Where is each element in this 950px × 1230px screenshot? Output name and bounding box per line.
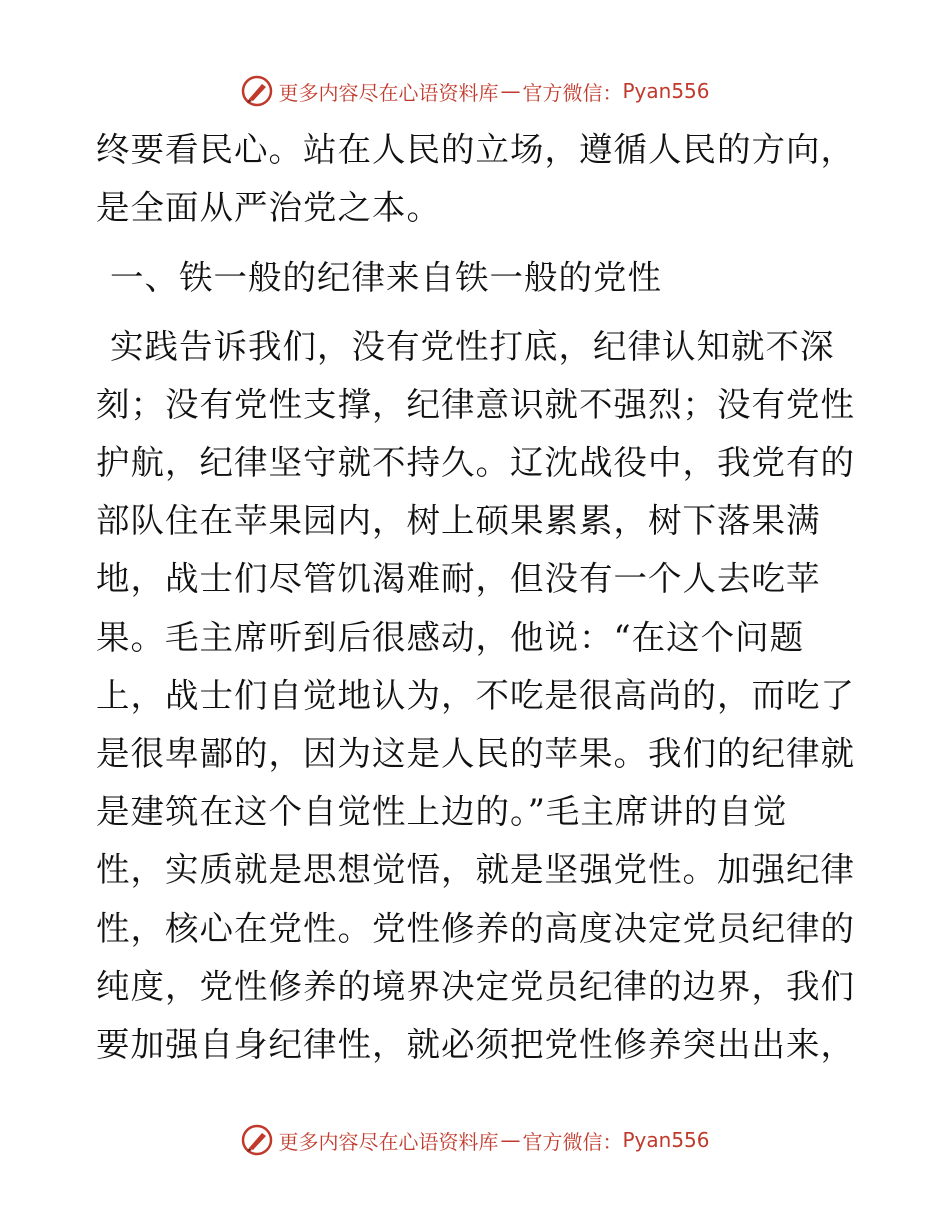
section-heading: 一、铁一般的纪律来自铁一般的党性 bbox=[110, 258, 662, 298]
text-line: 性，核心在党性。党性修养的高度决定党员纪律的 bbox=[96, 908, 855, 948]
text-line: 是全面从严治党之本。 bbox=[96, 188, 441, 228]
watermark-separator: — bbox=[500, 1128, 521, 1152]
text-line: 果。毛主席听到后很感动，他说：“在这个问题 bbox=[96, 617, 805, 657]
watermark-text: 更多内容尽在心语资料库 bbox=[278, 1129, 499, 1154]
pen-logo-icon bbox=[240, 1123, 274, 1157]
watermark-official: 官方微信： bbox=[522, 80, 623, 105]
text-line: 是建筑在这个自觉性上边的。”毛主席讲的自觉 bbox=[96, 792, 788, 832]
document-body bbox=[96, 121, 856, 1074]
text-line: 部队住在苹果园内，树上硕果累累，树下落果满 bbox=[96, 501, 821, 541]
footer-watermark bbox=[0, 1120, 950, 1160]
watermark-official: 官方微信： bbox=[522, 1129, 623, 1154]
pen-logo-icon bbox=[240, 74, 274, 108]
text-line: 护航，纪律坚守就不持久。辽沈战役中，我党有的 bbox=[96, 443, 855, 483]
watermark-account: Pyan556 bbox=[622, 79, 710, 103]
text-line: 性，实质就是思想觉悟，就是坚强党性。加强纪律 bbox=[96, 850, 855, 890]
text-line: 终要看民心。站在人民的立场，遵循人民的方向， bbox=[96, 130, 855, 169]
text-line: 上，战士们自觉地认为，不吃是很高尚的，而吃了 bbox=[96, 675, 855, 715]
text-line: 是很卑鄙的，因为这是人民的苹果。我们的纪律就 bbox=[96, 734, 855, 774]
header-watermark bbox=[0, 71, 950, 111]
text-line: 地，战士们尽管饥渴难耐，但没有一个人去吃苹 bbox=[96, 559, 821, 599]
text-line: 要加强自身纪律性，就必须把党性修养突出出来， bbox=[96, 1025, 855, 1065]
watermark-account: Pyan556 bbox=[622, 1128, 710, 1152]
watermark-text: 更多内容尽在心语资料库 bbox=[278, 80, 499, 105]
watermark-separator: — bbox=[500, 79, 521, 103]
text-line: 刻；没有党性支撑，纪律意识就不强烈；没有党性 bbox=[96, 384, 855, 424]
text-line: 纯度，党性修养的境界决定党员纪律的边界，我们 bbox=[96, 966, 855, 1006]
text-line: 实践告诉我们，没有党性打底，纪律认知就不深 bbox=[110, 326, 835, 366]
